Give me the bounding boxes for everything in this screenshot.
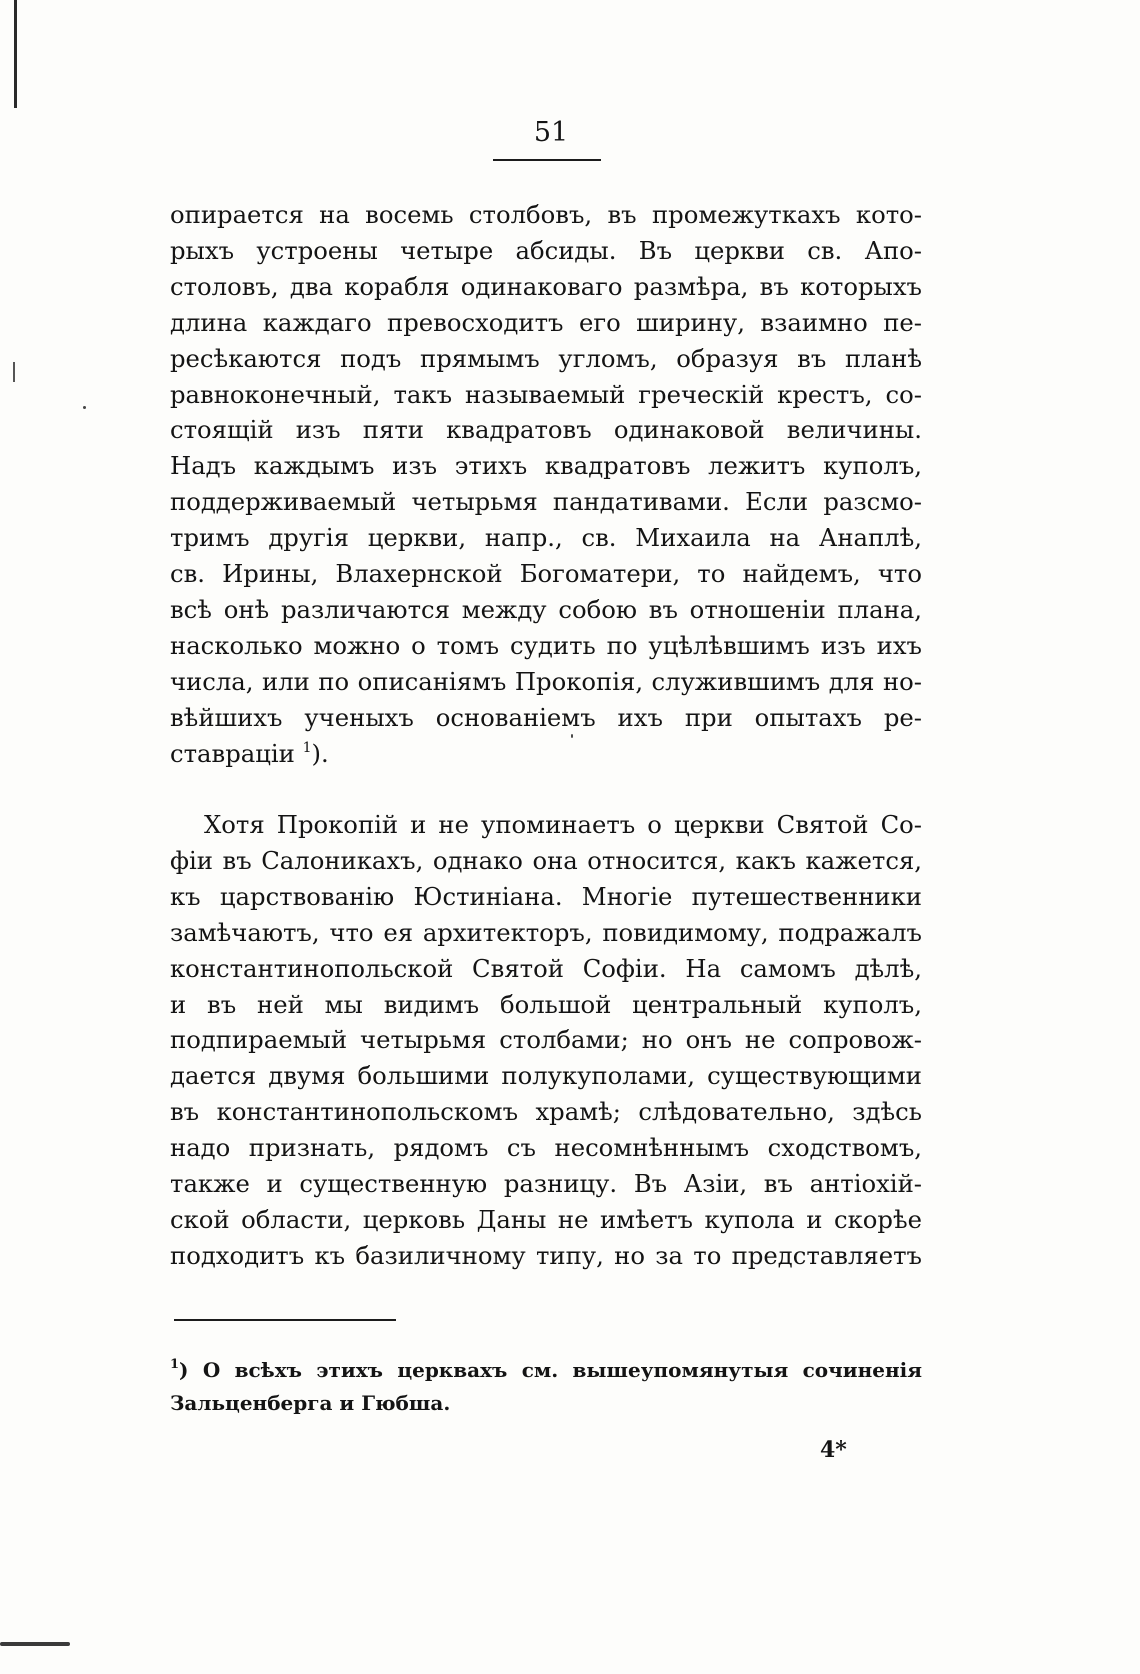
text-line: въ константинопольскомъ храмѣ; слѣдовательно, здѣсь xyxy=(170,1097,922,1127)
text-fragment: ставраціи xyxy=(170,738,295,768)
footnote-text: ) О всѣхъ этихъ церквахъ см. вышеупомянутыя сочиненія xyxy=(179,1358,922,1382)
text-line-last xyxy=(170,736,922,772)
text-line: къ царствованію Юстиніана. Многіе путешественники xyxy=(170,881,922,911)
text-line: тримъ другія церкви, напр., св. Михаила на Анаплѣ, xyxy=(170,523,922,553)
text-line: числа, или по описаніямъ Прокопія, служившимъ для но- xyxy=(170,666,922,696)
text-line: надо признать, рядомъ съ несомнѣннымъ сходствомъ, xyxy=(170,1133,922,1163)
text-line: также и существенную разницу. Въ Азіи, въ антіохій- xyxy=(170,1169,922,1199)
text-line: фіи въ Салоникахъ, однако она относится, какъ кажется, xyxy=(170,845,922,875)
text-line: насколько можно о томъ судить по уцѣлѣвшимъ изъ ихъ xyxy=(170,630,922,660)
text-line: и въ ней мы видимъ большой центральный куполъ, xyxy=(170,989,922,1019)
text-line: подходитъ къ базиличному типу, но за то представляетъ xyxy=(170,1240,922,1270)
footnote-reference: 1 xyxy=(302,739,312,756)
text-line: вѣйшихъ ученыхъ основаніемъ ихъ при опытахъ ре- xyxy=(170,702,922,732)
footnote-line xyxy=(170,1354,922,1387)
scan-speck xyxy=(83,406,86,409)
text-line: ской области, церковь Даны не имѣетъ купола и скорѣе xyxy=(170,1204,922,1234)
page-number: 51 xyxy=(533,117,569,148)
text-line: столовъ, два корабля одинаковаго размѣра, въ которыхъ xyxy=(170,271,922,301)
text-line: рыхъ устроены четыре абсиды. Въ церкви св. Апо- xyxy=(170,235,922,265)
text-line: длина каждаго превосходитъ его ширину, взаимно пе- xyxy=(170,307,922,337)
footnote-line: Зальценберга и Гюбша. xyxy=(170,1391,451,1415)
text-line: опирается на восемь столбовъ, въ промежуткахъ кото- xyxy=(170,200,922,229)
paragraph-1 xyxy=(170,197,922,772)
text-line: замѣчаютъ, что ея архитекторъ, повидимому, подражалъ xyxy=(170,917,922,947)
footnote-marker: 1 xyxy=(170,1357,180,1372)
text-line: подпираемый четырьмя столбами; но онъ не сопровож- xyxy=(170,1025,922,1055)
footnote-rule xyxy=(174,1319,396,1321)
text-line: стоящій изъ пяти квадратовъ одинаковой величины. xyxy=(170,415,922,445)
text-line: дается двумя большими полукуполами, существующими xyxy=(170,1061,922,1091)
paragraph-2 xyxy=(170,807,922,1274)
text-line: Надъ каждымъ изъ этихъ квадратовъ лежитъ куполъ, xyxy=(170,451,922,481)
text-fragment: ). xyxy=(311,738,329,768)
text-line: Хотя Прокопій и не упоминаетъ о церкви Святой Со- xyxy=(204,810,922,839)
text-line: всѣ онѣ различаются между собою въ отношеніи плана, xyxy=(170,594,922,624)
text-line: св. Ирины, Влахернской Богоматери, то найдемъ, что xyxy=(170,559,922,589)
text-line: константинопольской Святой Софіи. На самомъ дѣлѣ, xyxy=(170,953,922,983)
scan-edge-artifact xyxy=(14,0,17,108)
scan-bottom-artifact xyxy=(0,1642,70,1646)
text-line: равноконечный, такъ называемый греческій крестъ, со- xyxy=(170,379,922,409)
signature-mark: 4* xyxy=(820,1437,847,1463)
header-rule xyxy=(493,159,601,161)
text-line: поддерживаемый четырьмя пандативами. Если разсмо- xyxy=(170,487,922,517)
text-line: ресѣкаются подъ прямымъ угломъ, образуя въ планѣ xyxy=(170,343,922,373)
scan-edge-mark xyxy=(13,362,15,382)
footnote xyxy=(170,1354,922,1420)
